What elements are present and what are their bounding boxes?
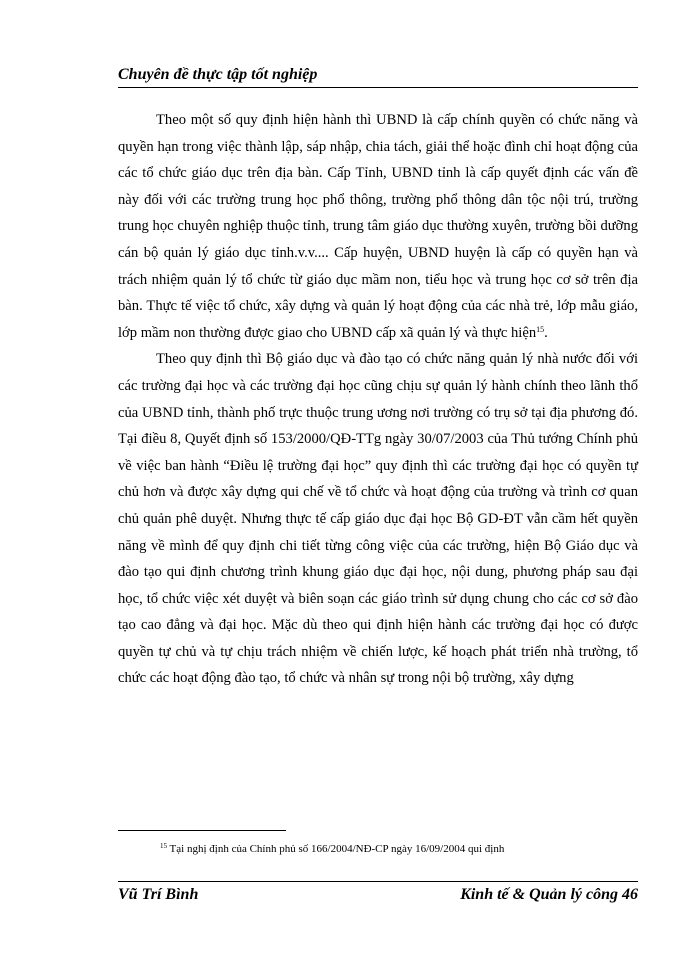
paragraph-2 [118,346,638,692]
footnote-reference[interactable]: 15 [536,324,545,334]
paragraph-1-end: . [544,324,548,341]
paragraph-1-text: Theo một số quy định hiện hành thì UBND là cấp chính quyền có chức năng và quyền hạn trong việc thành lập, sáp nhập, chia tách, giải thể hoặc đình chỉ hoạt động của các tổ chức giáo dục trên địa bàn. Cấp Tỉnh, UBND tỉnh là cấp quyết định các vấn đề này đối với các trường trung học phổ thông, trường phổ thông dân tộc nội trú, trường trung học chuyên nghiệp thuộc tỉnh, trung tâm giáo dục thường xuyên, trường bồi dưỡng cán bộ quản lý giáo dục tỉnh.v.v.... Cấp huyện, UBND huyện là cấp có quyền hạn và trách nhiệm quản lý tổ chức từ giáo dục mầm non, tiểu học và trung học cơ sở trên địa bàn. Thực tế việc tổ chức, xây dựng và quản lý hoạt động của các nhà trẻ, lớp mẫu giáo, lớp mầm non thường được giao cho UBND cấp xã quản lý và thực hiện [118,112,638,341]
page-header-title: Chuyên đề thực tập tốt nghiệp [118,66,318,83]
footnote-text: Tại nghị định của Chính phủ số 166/2004/NĐ-CP ngày 16/09/2004 qui định [167,843,505,855]
footer-rule [118,881,638,882]
footnote-number: 15 [160,842,167,850]
header-rule [118,87,638,88]
paragraph-2-text: Theo quy định thì Bộ giáo dục và đào tạo có chức năng quản lý nhà nước đối với các trường đại học và các trường đại học cũng chịu sự quản lý hành chính theo lãnh thổ của UBND tỉnh, thành phố trực thuộc trung ương nơi trường có trụ sở tại địa phương đó. Tại điều 8, Quyết định số 153/2000/QĐ-TTg ngày 30/07/2003 của Thủ tướng Chính phủ về việc ban hành “Điều lệ trường đại học” quy định thì các trường đại học có quyền tự chủ hơn và được xây dựng qui chế về tổ chức và hoạt động của trường và trình cơ quan chủ quản phê duyệt. Nhưng thực tế cấp giáo dục đại học Bộ GD-ĐT vẫn cầm hết quyền năng về mình để quy định chi tiết từng công việc của các trường, hiện Bộ Giáo dục và đào tạo qui định chương trình khung giáo dục đại học, nội dung, phương pháp sau đại học, tổ chức việc xét duyệt và biên soạn các giáo trình sử dụng chung cho các cơ sở đào tạo cao đẳng và đại học. Mặc dù theo qui định hiện hành các trường đại học có được quyền tự chủ và tự chịu trách nhiệm về chiến lược, kế hoạch phát triển nhà trường, tổ chức các hoạt động đào tạo, tổ chức và nhân sự trong nội bộ trường, xây dựng [118,351,638,687]
footer-author: Vũ Trí Bình [118,886,199,903]
body-text [118,107,638,692]
footer-class-page: Kinh tế & Quản lý công 46 [460,886,638,903]
paragraph-1 [118,107,638,346]
footnote [160,842,640,856]
footnote-separator [118,830,286,831]
